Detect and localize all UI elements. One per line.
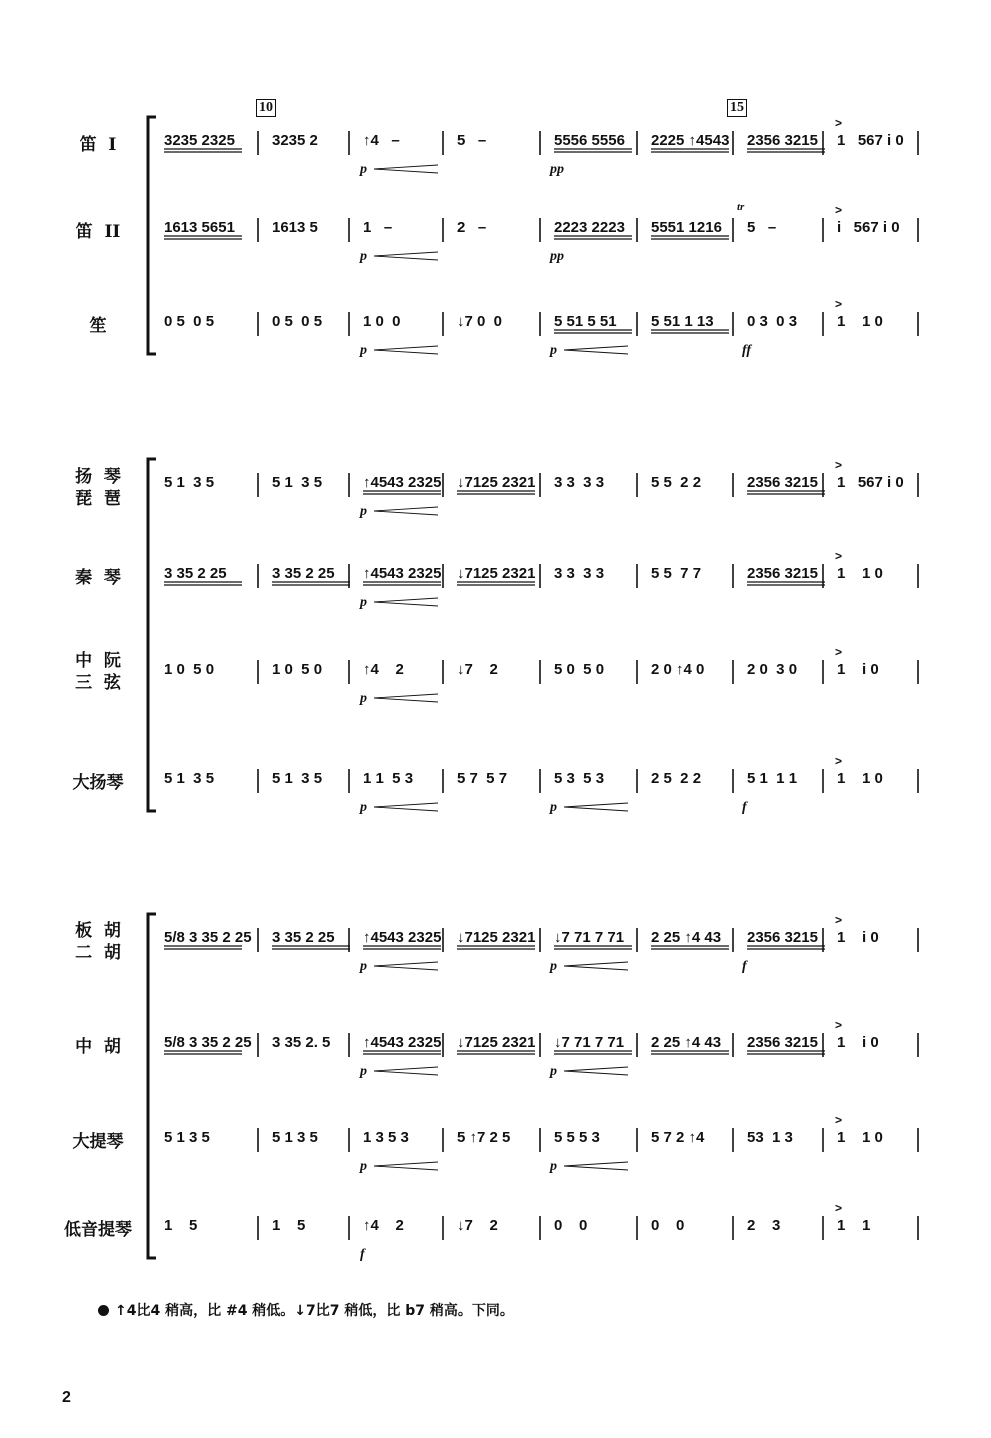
notation-cell: 1 567 i 0 xyxy=(837,474,904,491)
notation-cell: 2356 3215 xyxy=(747,929,818,946)
notation-cell: ↑4543 2325 xyxy=(363,474,442,491)
notation-cell: 2 0 3 0 xyxy=(747,661,798,678)
footnote-text: ↑4比4 稍高，比 #4 稍低。↓7比7 稍低，比 b7 稍高。下同。 xyxy=(115,1303,514,1319)
notation-cell: i 567 i 0 xyxy=(837,219,900,236)
crescendo-hairpin xyxy=(564,1067,628,1075)
notation-cell: 5 1 3 5 xyxy=(164,770,215,787)
notation-cell: 0 5 0 5 xyxy=(164,313,215,330)
notation-cell: 5 1 1 1 xyxy=(747,770,798,787)
notation-cell: 5 51 5 51 xyxy=(554,313,617,330)
crescendo-hairpin xyxy=(374,598,438,606)
accent-mark: > xyxy=(835,1113,843,1127)
notation-cell: 0 0 xyxy=(554,1217,588,1234)
notation-cell: ↓7 71 7 71 xyxy=(554,929,625,946)
notation-cell: ↓7 0 0 xyxy=(457,313,503,330)
dynamic-marking: f xyxy=(742,959,747,974)
dynamic-marking: p xyxy=(550,959,557,974)
crescendo-hairpin xyxy=(564,346,628,354)
notation-cell: 2356 3215 xyxy=(747,132,818,149)
notation-cell: 5 3 5 3 xyxy=(554,770,605,787)
crescendo-hairpin xyxy=(374,346,438,354)
notation-cell: 5 5 2 2 xyxy=(651,474,702,491)
notation-cell: 5 51 1 13 xyxy=(651,313,714,330)
notation-cell: 2 – xyxy=(457,219,487,236)
notation-cell: 1613 5651 xyxy=(164,219,235,236)
dynamic-marking: p xyxy=(360,162,367,177)
notation-cell: 5 1 3 5 xyxy=(272,1129,318,1146)
notation-cell: ↑4543 2325 xyxy=(363,1034,442,1051)
crescendo-hairpin xyxy=(374,165,438,173)
dynamic-marking: p xyxy=(550,800,557,815)
accent-mark: > xyxy=(835,203,843,217)
notation-cell: 1 – xyxy=(363,219,393,236)
notation-cell: 1 5 xyxy=(164,1217,198,1234)
dynamic-marking: f xyxy=(360,1247,365,1262)
instrument-label: 低音提琴 xyxy=(64,1220,132,1240)
dynamic-marking: p xyxy=(360,959,367,974)
notation-cell: 2 5 2 2 xyxy=(651,770,702,787)
accent-mark: > xyxy=(835,1201,843,1215)
notation-cell: 2225 ↑4543 xyxy=(651,132,730,149)
notation-cell: 1 3 5 3 xyxy=(363,1129,409,1146)
notation-cell: ↑4 2 xyxy=(363,1217,404,1234)
instrument-label: 笛 II xyxy=(75,222,121,242)
instrument-label: 大扬琴 xyxy=(72,773,124,793)
instrument-label: 扬 琴 琵 琶 xyxy=(75,467,121,509)
dynamic-marking: p xyxy=(360,504,367,519)
notation-cell: 5 1 3 5 xyxy=(164,1129,210,1146)
notation-cell: 5 5 5 3 xyxy=(554,1129,600,1146)
dynamic-marking: p xyxy=(550,343,557,358)
accent-mark: > xyxy=(835,458,843,472)
instrument-label: 大提琴 xyxy=(72,1132,124,1152)
notation-cell: 1 0 0 xyxy=(363,313,401,330)
crescendo-hairpin xyxy=(564,1162,628,1170)
notation-cell: 1 1 0 xyxy=(837,770,883,787)
accent-mark: > xyxy=(835,116,843,130)
notation-cell: 1613 5 xyxy=(272,219,318,236)
footnote xyxy=(98,1300,514,1320)
notation-cell: ↑4543 2325 xyxy=(363,565,442,582)
dynamic-marking: p xyxy=(360,691,367,706)
notation-cell: ↓7 2 xyxy=(457,661,498,678)
notation-cell: ↓7 71 7 71 xyxy=(554,1034,625,1051)
crescendo-hairpin xyxy=(374,1067,438,1075)
notation-cell: 5556 5556 xyxy=(554,132,625,149)
notation-cell: 5/8 3 35 2 25 xyxy=(164,1034,252,1051)
accent-mark: > xyxy=(835,913,843,927)
notation-cell: ↑4543 2325 xyxy=(363,929,442,946)
notation-cell: 1 567 i 0 xyxy=(837,132,904,149)
notation-cell: 5551 1216 xyxy=(651,219,722,236)
notation-cell: 5 1 3 5 xyxy=(272,474,323,491)
notation-cell: 3 35 2. 5 xyxy=(272,1034,331,1051)
instrument-label: 秦 琴 xyxy=(75,568,121,588)
notation-cell: 2 0 ↑4 0 xyxy=(651,661,705,678)
notation-cell: 1 1 0 xyxy=(837,313,883,330)
instrument-label: 中 阮 三 弦 xyxy=(75,651,121,693)
notation-cell: 2356 3215 xyxy=(747,565,818,582)
crescendo-hairpin xyxy=(374,803,438,811)
notation-cell: 2356 3215 xyxy=(747,474,818,491)
footnote-marker-icon xyxy=(98,1305,109,1316)
instrument-label: 中 胡 xyxy=(75,1037,121,1057)
accent-mark: > xyxy=(835,754,843,768)
dynamic-marking: pp xyxy=(550,162,564,177)
notation-cell: 5 0 5 0 xyxy=(554,661,605,678)
notation-cell: 3 35 2 25 xyxy=(164,565,227,582)
notation-cell: 0 5 0 5 xyxy=(272,313,323,330)
crescendo-hairpin xyxy=(564,962,628,970)
dynamic-marking: p xyxy=(360,249,367,264)
notation-cell: 2 25 ↑4 43 xyxy=(651,929,722,946)
notation-cell: 0 0 xyxy=(651,1217,685,1234)
notation-cell: 2223 2223 xyxy=(554,219,625,236)
notation-cell: 1 i 0 xyxy=(837,1034,879,1051)
crescendo-hairpin xyxy=(374,1162,438,1170)
notation-cell: 1 1 xyxy=(837,1217,871,1234)
measure-number-10: 10 xyxy=(256,99,276,117)
dynamic-marking: p xyxy=(360,343,367,358)
notation-cell: 53 1 3 xyxy=(747,1129,793,1146)
notation-cell: 2 25 ↑4 43 xyxy=(651,1034,722,1051)
notation-cell: 1 i 0 xyxy=(837,661,879,678)
notation-cell: ↓7125 2321 xyxy=(457,565,536,582)
instrument-label: 笛 I xyxy=(79,135,117,155)
notation-cell: 1 1 5 3 xyxy=(363,770,414,787)
notation-cell: 5 7 5 7 xyxy=(457,770,508,787)
notation-cell: 1 1 0 xyxy=(837,565,883,582)
accent-mark: > xyxy=(835,297,843,311)
instrument-label: 笙 xyxy=(89,316,107,336)
dynamic-marking: p xyxy=(360,800,367,815)
notation-cell: ↓7125 2321 xyxy=(457,1034,536,1051)
page-number: 2 xyxy=(62,1389,71,1406)
dynamic-marking: pp xyxy=(550,249,564,264)
notation-cell: 3235 2325 xyxy=(164,132,235,149)
notation-cell: ↓7 2 xyxy=(457,1217,498,1234)
crescendo-hairpin xyxy=(374,252,438,260)
notation-cell: 5 – xyxy=(457,132,487,149)
notation-cell: ↑4 2 xyxy=(363,661,404,678)
notation-cell: 5 1 3 5 xyxy=(272,770,323,787)
notation-cell: 5 7 2 ↑4 xyxy=(651,1129,705,1146)
notation-cell: 5 5 7 7 xyxy=(651,565,702,582)
accent-mark: > xyxy=(835,645,843,659)
notation-cell: 3 3 3 3 xyxy=(554,474,605,491)
measure-number-15: 15 xyxy=(727,99,747,117)
notation-cell: 1 i 0 xyxy=(837,929,879,946)
notation-cell: 2356 3215 xyxy=(747,1034,818,1051)
notation-cell: 5 – xyxy=(747,219,777,236)
notation-cell: 1 0 5 0 xyxy=(164,661,215,678)
dynamic-marking: p xyxy=(360,1159,367,1174)
instrument-label: 板 胡 二 胡 xyxy=(75,921,121,963)
dynamic-marking: p xyxy=(550,1159,557,1174)
notation-cell: 3 35 2 25 xyxy=(272,565,335,582)
group-bracket xyxy=(148,117,156,354)
notation-cell: 5 1 3 5 xyxy=(164,474,215,491)
group-bracket xyxy=(148,459,156,811)
crescendo-hairpin xyxy=(564,803,628,811)
dynamic-marking: p xyxy=(550,1064,557,1079)
crescendo-hairpin xyxy=(374,507,438,515)
notation-cell: 1 5 xyxy=(272,1217,306,1234)
notation-cell: 3 35 2 25 xyxy=(272,929,335,946)
group-bracket xyxy=(148,914,156,1258)
notation-cell: 3235 2 xyxy=(272,132,318,149)
trill-marking: tr xyxy=(737,201,745,213)
notation-cell: 3 3 3 3 xyxy=(554,565,605,582)
notation-cell: 2 3 xyxy=(747,1217,781,1234)
notation-cell: ↑4 – xyxy=(363,132,400,149)
accent-mark: > xyxy=(835,1018,843,1032)
notation-cell: 5 ↑7 2 5 xyxy=(457,1129,511,1146)
dynamic-marking: f xyxy=(742,800,747,815)
dynamic-marking: p xyxy=(360,1064,367,1079)
accent-mark: > xyxy=(835,549,843,563)
notation-cell: 0 3 0 3 xyxy=(747,313,798,330)
dynamic-marking: p xyxy=(360,595,367,610)
notation-cell: 1 0 5 0 xyxy=(272,661,323,678)
notation-cell: ↓7125 2321 xyxy=(457,929,536,946)
crescendo-hairpin xyxy=(374,962,438,970)
notation-cell: ↓7125 2321 xyxy=(457,474,536,491)
notation-cell: 5/8 3 35 2 25 xyxy=(164,929,252,946)
crescendo-hairpin xyxy=(374,694,438,702)
notation-cell: 1 1 0 xyxy=(837,1129,883,1146)
dynamic-marking: ff xyxy=(742,343,752,358)
